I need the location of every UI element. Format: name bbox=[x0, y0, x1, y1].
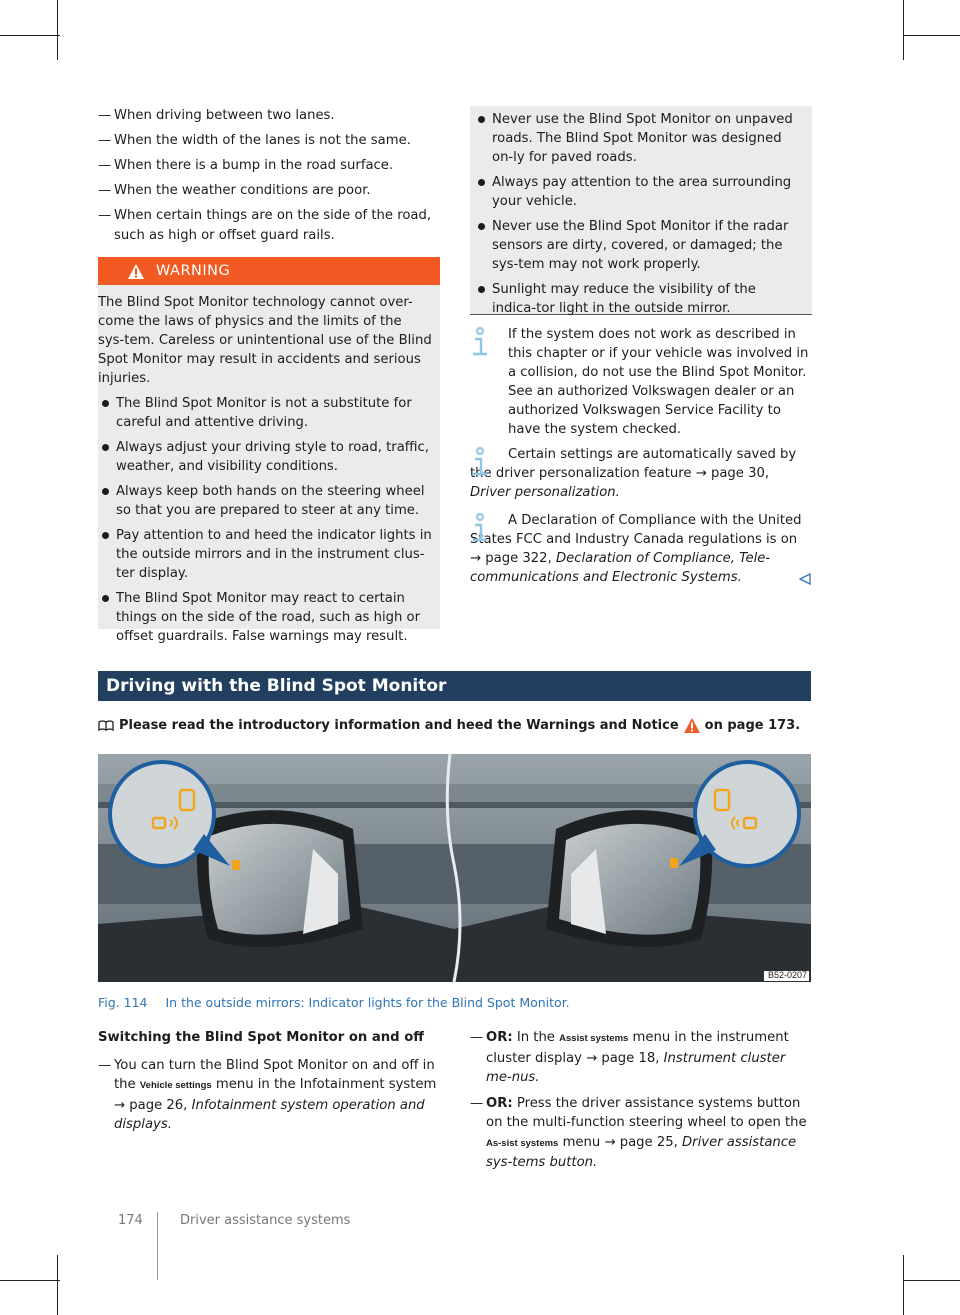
list-item: — When the width of the lanes is not the same. bbox=[98, 131, 443, 151]
arrow-icon: → bbox=[604, 1134, 616, 1150]
crop-mark bbox=[0, 1280, 60, 1281]
menu-name: Assist systems bbox=[559, 1033, 629, 1044]
conditions-list bbox=[98, 106, 443, 251]
note-text: If the system does not work as described in this chapter or if your vehicle was involved in a collision, do not use the Blind Spot Monitor. See an authorized Volkswagen dealer or an authorized Volkswagen Service Facility to have the system checked. bbox=[508, 327, 809, 437]
info-note bbox=[470, 445, 812, 502]
page-link-title[interactable]: Declaration of Compliance, Tele-communications and Electronic Systems. bbox=[470, 551, 771, 585]
list-item bbox=[470, 1094, 812, 1173]
or-label: OR: bbox=[486, 1030, 513, 1045]
crop-mark bbox=[903, 1255, 904, 1315]
warning-bullet: Never use the Blind Spot Monitor if the radar sensors are dirty, covered, or damaged; the sys-tem may not work properly. bbox=[470, 217, 804, 274]
info-note bbox=[470, 325, 812, 439]
mirror-illustration bbox=[98, 754, 811, 982]
crop-mark bbox=[903, 35, 960, 36]
read-first-ref[interactable]: on page 173. bbox=[704, 718, 801, 733]
list-item bbox=[470, 1028, 812, 1088]
read-first-line bbox=[98, 718, 800, 733]
warning-continued-box bbox=[470, 106, 812, 315]
arrow-icon: → bbox=[114, 1097, 126, 1113]
page-link[interactable]: page 30, bbox=[710, 466, 770, 481]
figure-code: B52-0207 bbox=[768, 970, 808, 980]
page-link-title[interactable]: Infotainment system operation and displays. bbox=[114, 1097, 425, 1132]
arrow-icon: → bbox=[695, 466, 707, 481]
crop-mark bbox=[0, 35, 60, 36]
item-text: menu in the Infotainment system bbox=[215, 1077, 437, 1092]
switching-right-column bbox=[470, 1028, 812, 1179]
section-title: Driving with the Blind Spot Monitor bbox=[98, 671, 811, 701]
switching-heading: Switching the Blind Spot Monitor on and off bbox=[98, 1030, 424, 1045]
warning-bullet: Never use the Blind Spot Monitor on unpaved roads. The Blind Spot Monitor was designed on-ly for paved roads. bbox=[470, 110, 804, 167]
info-icon bbox=[470, 327, 490, 357]
blind-spot-mirror-figure bbox=[98, 754, 811, 982]
warning-bullet: Pay attention to and heed the indicator lights in the outside mirrors and in the instrument clus-ter display. bbox=[98, 526, 432, 583]
warning-bullet: Always keep both hands on the steering wheel so that you are prepared to steer at any time. bbox=[98, 482, 432, 520]
info-icon bbox=[470, 513, 490, 543]
footer-section: Driver assistance systems bbox=[180, 1213, 351, 1228]
crop-mark bbox=[903, 1280, 960, 1281]
list-item bbox=[98, 1056, 440, 1135]
figure-number: Fig. 114 bbox=[98, 995, 148, 1010]
info-note bbox=[470, 511, 812, 587]
warning-triangle-icon bbox=[128, 264, 144, 279]
warning-bullet: Sunlight may reduce the visibility of the indica-tor light in the outside mirror. bbox=[470, 280, 804, 318]
figure-caption-text: In the outside mirrors: Indicator lights for the Blind Spot Monitor. bbox=[165, 995, 570, 1010]
or-label: OR: bbox=[486, 1095, 513, 1111]
arrow-icon: → bbox=[586, 1050, 598, 1066]
figure-caption bbox=[98, 995, 570, 1010]
crop-mark bbox=[57, 1255, 58, 1315]
switching-left-column bbox=[98, 1028, 440, 1141]
warning-bullet: The Blind Spot Monitor is not a substitute for careful and attentive driving. bbox=[98, 394, 432, 432]
info-icon bbox=[470, 447, 490, 477]
warning-intro: The Blind Spot Monitor technology cannot over-come the laws of physics and the limits of the sys-tem. Careless or unintentional use of the Blind Spot Monitor may result in accidents and serious injuries. bbox=[98, 295, 432, 386]
list-item: — When certain things are on the side of the road, such as high or offset guard rails. bbox=[98, 206, 443, 246]
arrow-icon: → bbox=[470, 551, 482, 566]
list-item: — When the weather conditions are poor. bbox=[98, 181, 443, 201]
list-item: — When there is a bump in the road surface. bbox=[98, 156, 443, 176]
warning-bullet: The Blind Spot Monitor may react to certain things on the side of the road, such as high or offset guardrails. False warnings may result. bbox=[98, 589, 432, 646]
page-link[interactable]: page 18, bbox=[601, 1050, 660, 1066]
menu-name: Vehicle settings bbox=[139, 1080, 212, 1091]
item-text: You can turn the Blind Spot Monitor on and off in the bbox=[114, 1057, 435, 1092]
page-link-title[interactable]: Driver personalization. bbox=[470, 485, 620, 500]
warning-bullet: Always pay attention to the area surrounding your vehicle. bbox=[470, 173, 804, 211]
warning-bullet: Always adjust your driving style to road, traffic, weather, and visibility conditions. bbox=[98, 438, 432, 476]
section-end-triangle-icon bbox=[799, 573, 811, 585]
warning-box bbox=[98, 257, 440, 644]
page-link[interactable]: page 25, bbox=[619, 1134, 678, 1150]
warning-header bbox=[98, 257, 440, 285]
read-first-text: Please read the introductory information and heed the Warnings and Notice bbox=[119, 718, 679, 733]
note-text: Certain settings are automatically saved by the driver personalization feature bbox=[470, 447, 797, 481]
item-text: In the bbox=[516, 1030, 555, 1045]
menu-name: As-sist systems bbox=[486, 1137, 559, 1149]
item-text: menu in the instrument cluster display bbox=[486, 1030, 789, 1066]
note-text: A Declaration of Compliance with the United States FCC and Industry Canada regulations is on bbox=[470, 513, 802, 547]
warning-triangle-icon bbox=[684, 718, 700, 733]
warning-title: WARNING bbox=[156, 263, 231, 279]
page-link-title[interactable]: Driver assistance sys-tems button. bbox=[486, 1134, 797, 1170]
page-link[interactable]: page 26, bbox=[129, 1097, 188, 1113]
page-number: 174 bbox=[118, 1213, 143, 1228]
list-item: — When driving between two lanes. bbox=[98, 106, 443, 126]
item-text: Press the driver assistance systems button on the multi-function steering wheel to open the bbox=[486, 1095, 807, 1130]
footer-divider bbox=[157, 1212, 158, 1280]
book-icon bbox=[98, 720, 114, 732]
crop-mark bbox=[903, 0, 904, 60]
crop-mark bbox=[57, 0, 58, 60]
page-link-title[interactable]: Instrument cluster me-nus. bbox=[486, 1050, 786, 1085]
page-link[interactable]: page 322, bbox=[485, 551, 552, 566]
item-text: menu bbox=[562, 1134, 601, 1150]
